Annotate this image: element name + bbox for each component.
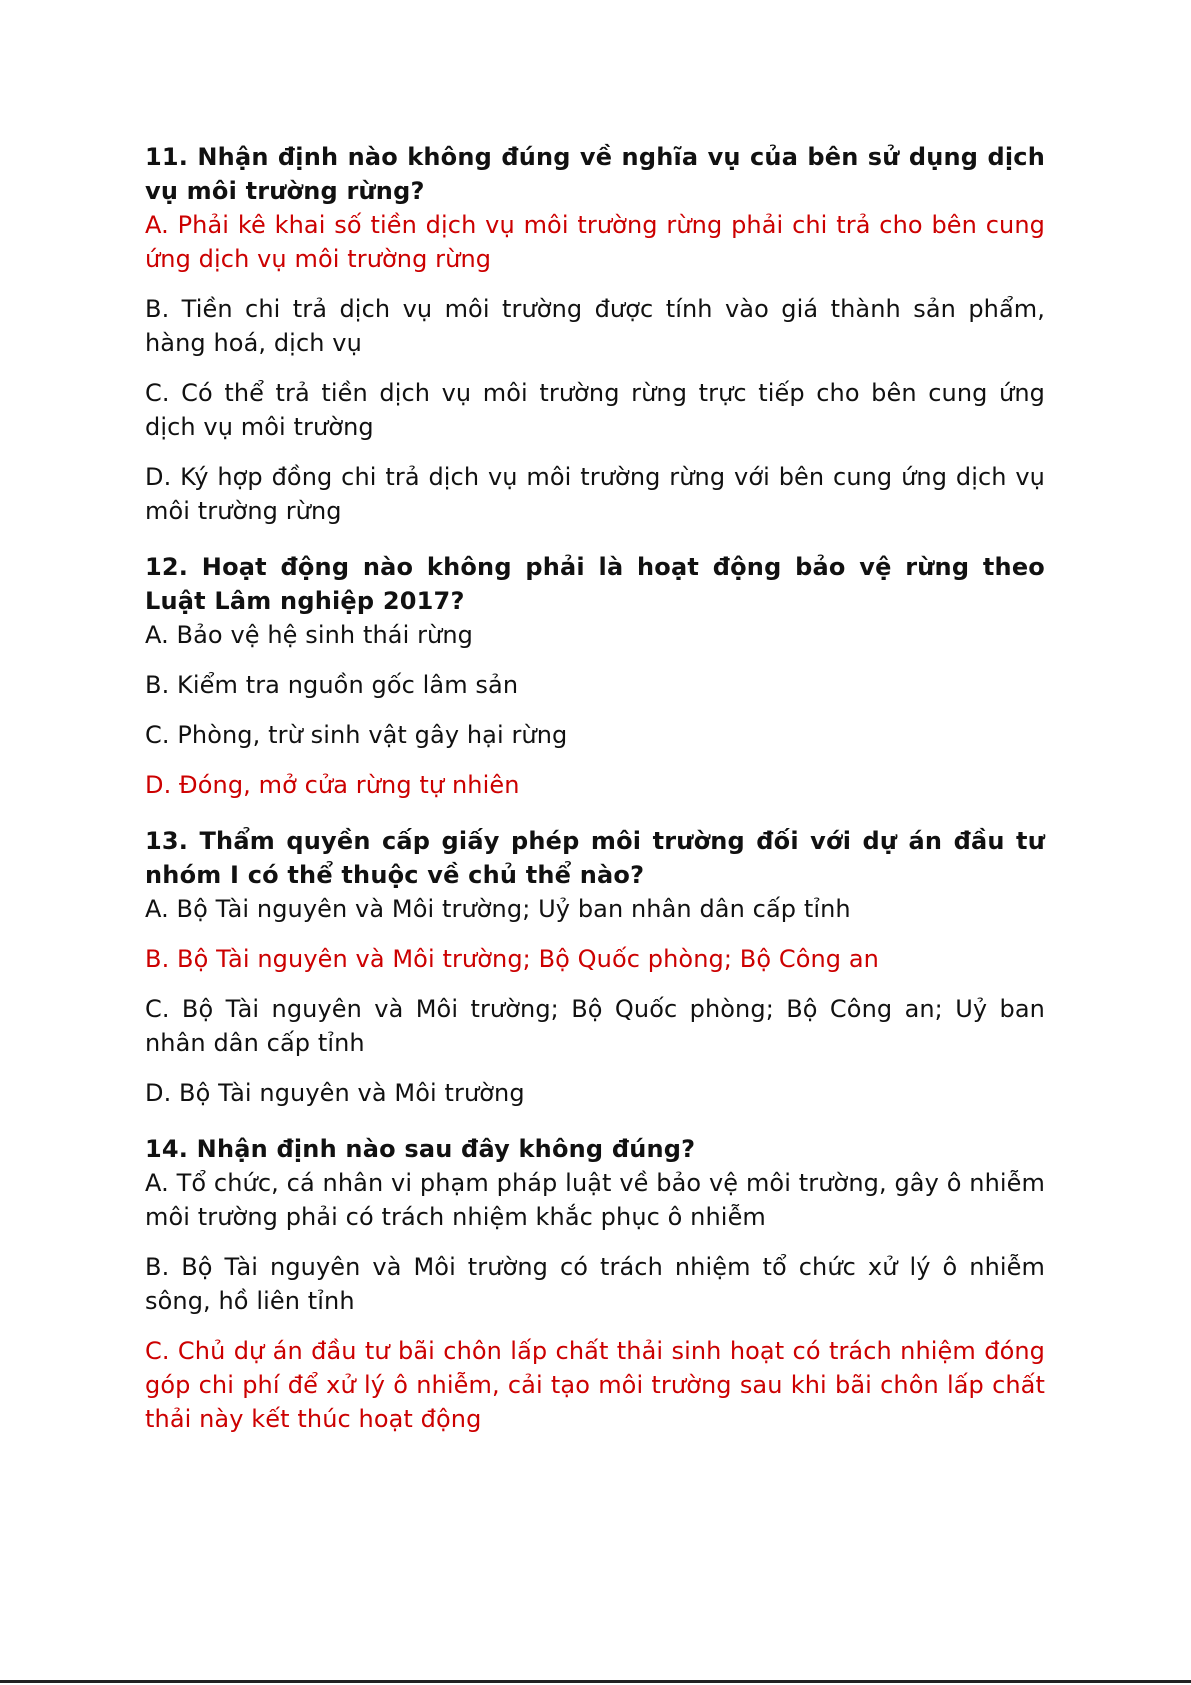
question-title: 14. Nhận định nào sau đây không đúng? xyxy=(145,1135,696,1163)
question-title: 13. Thẩm quyền cấp giấy phép môi trường đối với dự án đầu tư nhóm I có thể thuộc về chủ thể nào? xyxy=(145,827,1045,889)
option-c: C. Chủ dự án đầu tư bãi chôn lấp chất thải sinh hoạt có trách nhiệm đóng góp chi phí để xử lý ô nhiễm, cải tạo môi trường sau khi bãi chôn lấp chất thải này kết thúc hoạt động xyxy=(145,1337,1045,1433)
option-a: A. Phải kê khai số tiền dịch vụ môi trường rừng phải chi trả cho bên cung ứng dịch vụ môi trường rừng xyxy=(145,211,1045,273)
document-page xyxy=(145,140,1045,1452)
question-12 xyxy=(145,550,1045,802)
option-b: B. Tiền chi trả dịch vụ môi trường được tính vào giá thành sản phẩm, hàng hoá, dịch vụ xyxy=(145,295,1045,357)
question-title: 12. Hoạt động nào không phải là hoạt động bảo vệ rừng theo Luật Lâm nghiệp 2017? xyxy=(145,553,1045,615)
option-a: A. Tổ chức, cá nhân vi phạm pháp luật về bảo vệ môi trường, gây ô nhiễm môi trường phải có trách nhiệm khắc phục ô nhiễm xyxy=(145,1169,1045,1231)
question-11 xyxy=(145,140,1045,528)
option-c: C. Có thể trả tiền dịch vụ môi trường rừng trực tiếp cho bên cung ứng dịch vụ môi trường xyxy=(145,379,1045,441)
option-d: D. Đóng, mở cửa rừng tự nhiên xyxy=(145,771,520,799)
option-b: B. Bộ Tài nguyên và Môi trường; Bộ Quốc phòng; Bộ Công an xyxy=(145,945,879,973)
option-c: C. Phòng, trừ sinh vật gây hại rừng xyxy=(145,721,568,749)
question-13 xyxy=(145,824,1045,1110)
question-14 xyxy=(145,1132,1045,1436)
option-b: B. Bộ Tài nguyên và Môi trường có trách nhiệm tổ chức xử lý ô nhiễm sông, hồ liên tỉnh xyxy=(145,1253,1045,1315)
page-bottom-border xyxy=(0,1680,1191,1683)
option-a: A. Bảo vệ hệ sinh thái rừng xyxy=(145,621,474,649)
option-d: D. Bộ Tài nguyên và Môi trường xyxy=(145,1079,525,1107)
option-d: D. Ký hợp đồng chi trả dịch vụ môi trường rừng với bên cung ứng dịch vụ môi trường rừng xyxy=(145,463,1045,525)
question-title: 11. Nhận định nào không đúng về nghĩa vụ của bên sử dụng dịch vụ môi trường rừng? xyxy=(145,143,1045,205)
option-c: C. Bộ Tài nguyên và Môi trường; Bộ Quốc phòng; Bộ Công an; Uỷ ban nhân dân cấp tỉnh xyxy=(145,995,1045,1057)
option-b: B. Kiểm tra nguồn gốc lâm sản xyxy=(145,671,519,699)
option-a: A. Bộ Tài nguyên và Môi trường; Uỷ ban nhân dân cấp tỉnh xyxy=(145,895,851,923)
